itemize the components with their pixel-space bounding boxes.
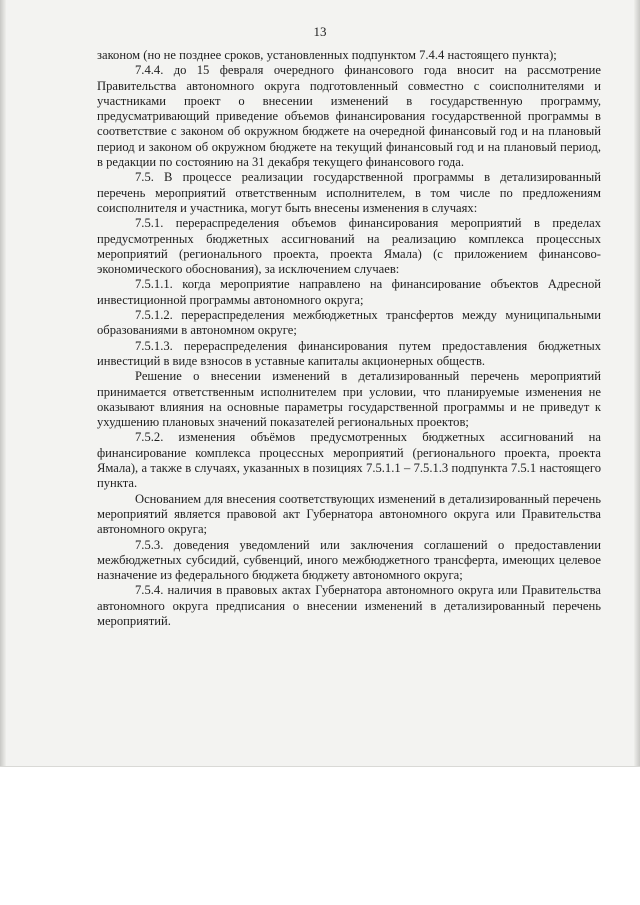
paragraph-decision: Решение о внесении изменений в детализированный перечень мероприятий принимается ответственным исполнителем при условии, что планируемые изменения не оказывают влияния на основные параметры государственной программы и не приведут к ухудшению плановых значений показателей региональных проектов; bbox=[97, 369, 601, 430]
page-number: 13 bbox=[313, 24, 327, 39]
paragraph-7-5-3: 7.5.3. доведения уведомлений или заключения соглашений о предоставлении межбюджетных субсидий, субвенций, иного межбюджетного трансферта, имеющих целевое назначение из федерального бюджета бюджету автономного округа; bbox=[97, 537, 601, 583]
paragraph-7-5-1-2: 7.5.1.2. перераспределения межбюджетных трансфертов между муниципальными образованиями в автономном округе; bbox=[97, 308, 601, 338]
paragraph-7-5-4: 7.5.4. наличия в правовых актах Губернатора автономного округа или Правительства автономного округа предписания о внесении изменений в детализированный перечень мероприятий. bbox=[97, 583, 601, 628]
scan-edge-right bbox=[634, 0, 640, 766]
paragraph-7-5: 7.5. В процессе реализации государственной программы в детализированный перечень мероприятий ответственным исполнителем, в том числе по предложениям соисполнителя и участника, могут быть внесены изменения в случаях: bbox=[97, 170, 601, 215]
document-body bbox=[97, 48, 601, 629]
scan-edge-left bbox=[0, 0, 6, 766]
paragraph-continuation: законом (но не позднее сроков, установленных подпунктом 7.4.4 настоящего пункта); bbox=[97, 48, 557, 62]
paragraph-7-5-1: 7.5.1. перераспределения объемов финансирования мероприятий в пределах предусмотренных бюджетных ассигнований на реализацию комплекса процессных мероприятий (регионального проекта, проекта Ямала) (с приложением финансово-экономического обоснования), за исключением случаев: bbox=[97, 216, 601, 277]
paragraph-basis: Основанием для внесения соответствующих изменений в детализированный перечень мероприятий является правовой акт Губернатора автономного округа или Правительства автономного округа; bbox=[97, 491, 601, 537]
paragraph-7-5-1-3: 7.5.1.3. перераспределения финансирования путем предоставления бюджетных инвестиций в виде взносов в уставные капиталы акционерных обществ. bbox=[97, 338, 601, 368]
paragraph-7-5-1-1: 7.5.1.1. когда мероприятие направлено на финансирование объектов Адресной инвестиционной программы автономного округа; bbox=[97, 277, 601, 307]
paragraph-7-4-4: 7.4.4. до 15 февраля очередного финансового года вносит на рассмотрение Правительства автономного округа подготовленный совместно с соисполнителями и участниками проект о внесении изменений в государственную программу, предусматривающий приведение объемов финансирования государственной программы в соответствие с законом об окружном бюджете на очередной финансовый год и на плановый период и законом об окружном бюджете на текущий финансовый год и на плановый период, в редакции по состоянию на 31 декабря текущего финансового года. bbox=[97, 63, 601, 170]
paragraph-7-5-2: 7.5.2. изменения объёмов предусмотренных бюджетных ассигнований на финансирование комплекса процессных мероприятий (регионального проекта, проекта Ямала), а также в случаях, указанных в позициях 7.5.1.1 – 7.5.1.3 подпункта 7.5.1 настоящего пункта. bbox=[97, 430, 601, 491]
